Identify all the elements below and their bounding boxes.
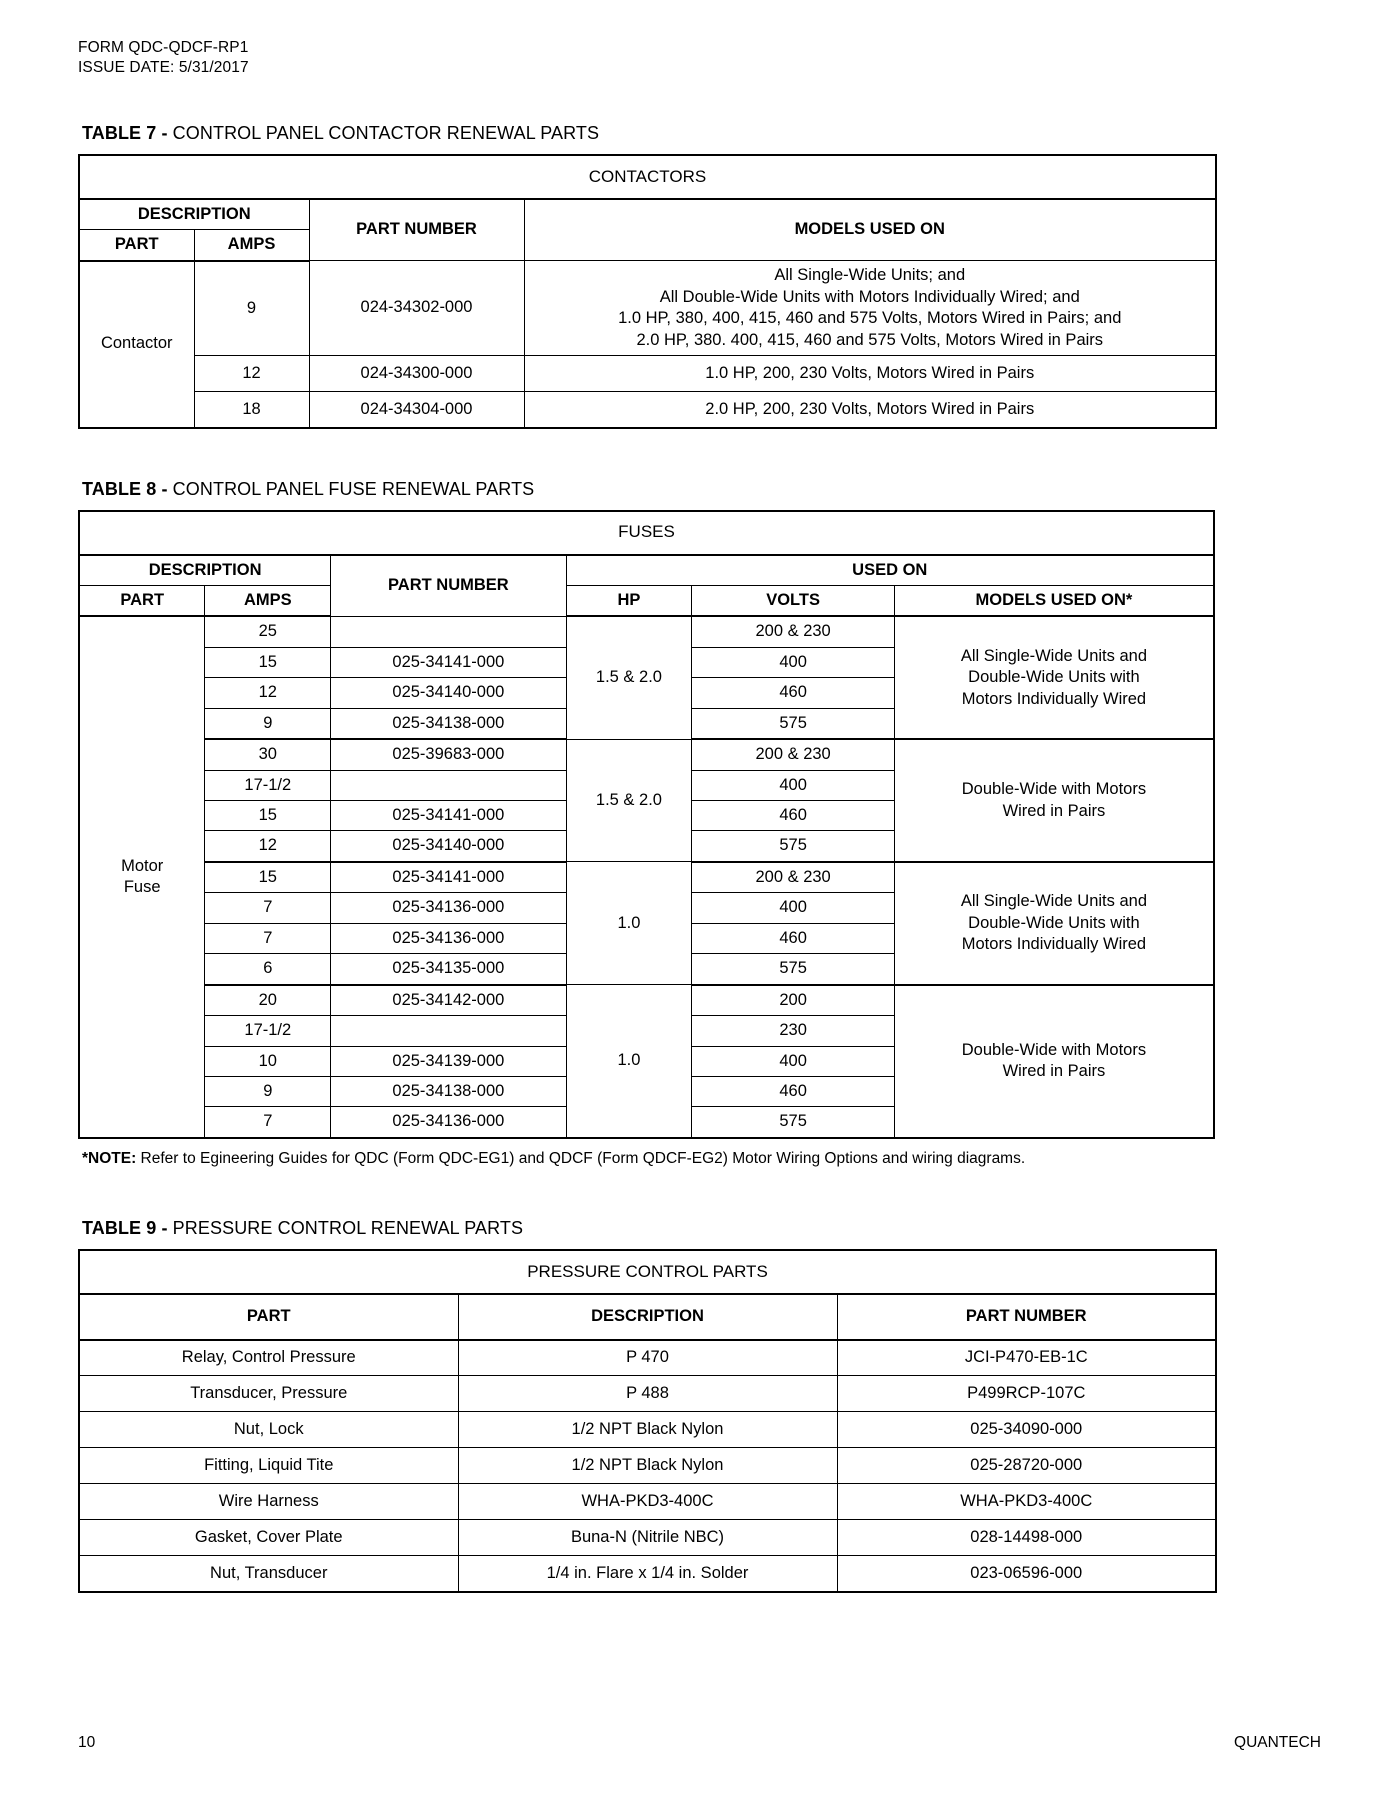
table8-part-number: [331, 616, 566, 647]
table8-part-number: 025-34140-000: [331, 678, 566, 708]
table8-header-models-used-on: MODELS USED ON*: [894, 585, 1214, 616]
table8-part-number: 025-34138-000: [331, 1076, 566, 1106]
table8-part-number: [331, 770, 566, 800]
table8-header-hp: HP: [566, 585, 692, 616]
table8-models-line: Wired in Pairs: [1002, 1062, 1106, 1081]
document-footer: [78, 1734, 1321, 1752]
table7-models: [524, 261, 1216, 356]
table9-description: 1/2 NPT Black Nylon: [458, 1412, 837, 1448]
table7-part-number: 024-34302-000: [309, 261, 524, 356]
table8-hp: 1.0: [566, 985, 692, 1138]
table7-header-models-used-on: MODELS USED ON: [524, 199, 1216, 261]
table9-caption-title: PRESSURE CONTROL RENEWAL PARTS: [172, 1217, 524, 1238]
table9-description: P 488: [458, 1376, 837, 1412]
table8-volts: 200 & 230: [692, 862, 894, 893]
table8-amps: 12: [205, 678, 331, 708]
table8-models-line: All Single-Wide Units and: [960, 892, 1147, 911]
table8-volts: 575: [692, 954, 894, 985]
table-row: [79, 392, 1216, 428]
table8-models-line: Double-Wide with Motors: [961, 780, 1147, 799]
table7-models-line: 1.0 HP, 380, 400, 415, 460 and 575 Volts, Motors Wired in Pairs; and: [618, 309, 1122, 328]
table9-description: 1/4 in. Flare x 1/4 in. Solder: [458, 1556, 837, 1592]
table8-volts: 460: [692, 678, 894, 708]
table8-note-text: Refer to Egineering Guides for QDC (Form QDC-EG1) and QDCF (Form QDCF-EG2) Motor Wiring Options and wiring diagrams.: [136, 1149, 1026, 1167]
table7-contactors: [78, 154, 1217, 429]
table7-banner: CONTACTORS: [79, 155, 1216, 199]
table9-caption-label: TABLE 9 -: [82, 1217, 173, 1238]
table-row: [79, 1376, 1216, 1412]
table8-part-number: 025-34136-000: [331, 1107, 566, 1138]
table-row: [79, 261, 1216, 356]
table9-part: Relay, Control Pressure: [79, 1340, 458, 1376]
table9-part: Gasket, Cover Plate: [79, 1520, 458, 1556]
table-row: [79, 1556, 1216, 1592]
table8-models-line: Wired in Pairs: [1002, 801, 1106, 820]
table8-amps: 25: [205, 616, 331, 647]
table8-models-line: Double-Wide Units with: [968, 913, 1140, 932]
table-row: [79, 985, 1214, 1016]
table7-models: 2.0 HP, 200, 230 Volts, Motors Wired in Pairs: [524, 392, 1216, 428]
table8-volts: 400: [692, 647, 894, 677]
table9-header-part: PART: [79, 1294, 458, 1340]
table8-amps: 15: [205, 862, 331, 893]
table7-part-number: 024-34304-000: [309, 392, 524, 428]
table8-header-used-on: USED ON: [566, 555, 1214, 586]
table8-part-number: 025-34135-000: [331, 954, 566, 985]
table8-volts: 200 & 230: [692, 739, 894, 770]
table8-amps: 17-1/2: [205, 770, 331, 800]
table9-caption: [82, 1218, 1321, 1239]
table7-models: 1.0 HP, 200, 230 Volts, Motors Wired in Pairs: [524, 356, 1216, 392]
table7-header-description: DESCRIPTION: [79, 199, 309, 230]
table7-part-number: 024-34300-000: [309, 356, 524, 392]
table7-header-part: PART: [79, 230, 194, 261]
table8-volts: 200: [692, 985, 894, 1016]
table9-part-number: P499RCP-107C: [837, 1376, 1216, 1412]
table8-models-line: Double-Wide with Motors: [961, 1040, 1147, 1059]
table8-volts: 400: [692, 1046, 894, 1076]
table8-amps: 7: [205, 923, 331, 953]
table8-volts: 200 & 230: [692, 616, 894, 647]
table8-amps: 9: [205, 1076, 331, 1106]
table8-hp: 1.5 & 2.0: [566, 616, 692, 739]
table8-volts: 400: [692, 770, 894, 800]
table8-volts: 575: [692, 831, 894, 862]
table7-models-line: All Single-Wide Units; and: [774, 266, 966, 285]
company-name: QUANTECH: [1234, 1734, 1321, 1751]
table8-caption-title: CONTROL PANEL FUSE RENEWAL PARTS: [172, 478, 535, 499]
form-number: FORM QDC-QDCF-RP1: [78, 39, 249, 56]
table9-part-number: WHA-PKD3-400C: [837, 1484, 1216, 1520]
table9-part-number: JCI-P470-EB-1C: [837, 1340, 1216, 1376]
table8-header-amps: AMPS: [205, 585, 331, 616]
table8-part-number: 025-34141-000: [331, 801, 566, 831]
table9-description: Buna-N (Nitrile NBC): [458, 1520, 837, 1556]
table8-note: [82, 1150, 1321, 1168]
table8-volts: 460: [692, 923, 894, 953]
table8-header-volts: VOLTS: [692, 585, 894, 616]
table8-part-label-line: Motor: [121, 856, 164, 875]
table8-header-description: DESCRIPTION: [79, 555, 331, 586]
table8-hp: 1.0: [566, 862, 692, 985]
table8-part-number: 025-34141-000: [331, 647, 566, 677]
table8-volts: 400: [692, 893, 894, 923]
table-row: [79, 616, 1214, 647]
table8-part-number: 025-34136-000: [331, 923, 566, 953]
table-row: [79, 1484, 1216, 1520]
table8-amps: 15: [205, 801, 331, 831]
table8-volts: 575: [692, 1107, 894, 1138]
table7-part-label: Contactor: [79, 261, 194, 428]
table8-banner: FUSES: [79, 511, 1214, 555]
table-row: [79, 1448, 1216, 1484]
table8-part-number: 025-34142-000: [331, 985, 566, 1016]
table8-header-part-number: PART NUMBER: [331, 555, 566, 617]
table7-caption-label: TABLE 7 -: [82, 122, 173, 143]
table-row: [79, 1340, 1216, 1376]
table8-volts: 460: [692, 1076, 894, 1106]
table9-part-number: 025-34090-000: [837, 1412, 1216, 1448]
table8-part-label-line: Fuse: [123, 878, 161, 897]
table8-models-line: Double-Wide Units with: [968, 668, 1140, 687]
table-row: [79, 1520, 1216, 1556]
table7-header-part-number: PART NUMBER: [309, 199, 524, 261]
table8-models-line: All Single-Wide Units and: [960, 646, 1147, 665]
table8-amps: 7: [205, 893, 331, 923]
table9-description: 1/2 NPT Black Nylon: [458, 1448, 837, 1484]
table9-description: P 470: [458, 1340, 837, 1376]
table8-caption: [82, 479, 1321, 500]
table9-header-description: DESCRIPTION: [458, 1294, 837, 1340]
table7-header-amps: AMPS: [194, 230, 309, 261]
table7-caption: [82, 123, 1321, 144]
table8-volts: 460: [692, 801, 894, 831]
table7-amps: 12: [194, 356, 309, 392]
table8-fuses: [78, 510, 1215, 1139]
table8-part-number: 025-34141-000: [331, 862, 566, 893]
table8-part-number: [331, 1016, 566, 1046]
table8-models-line: Motors Individually Wired: [961, 689, 1147, 708]
table8-part-number: 025-34138-000: [331, 708, 566, 739]
table8-amps: 12: [205, 831, 331, 862]
table-row: [79, 1412, 1216, 1448]
table9-part-number: 023-06596-000: [837, 1556, 1216, 1592]
document-header: [78, 38, 1321, 79]
table8-hp: 1.5 & 2.0: [566, 739, 692, 862]
table8-caption-label: TABLE 8 -: [82, 478, 173, 499]
table8-amps: 10: [205, 1046, 331, 1076]
table8-part-number: 025-34139-000: [331, 1046, 566, 1076]
table8-amps: 6: [205, 954, 331, 985]
table9-part: Nut, Transducer: [79, 1556, 458, 1592]
table8-amps: 17-1/2: [205, 1016, 331, 1046]
table7-models-line: All Double-Wide Units with Motors Individually Wired; and: [659, 287, 1080, 306]
table8-volts: 230: [692, 1016, 894, 1046]
table8-part-number: 025-34140-000: [331, 831, 566, 862]
table9-description: WHA-PKD3-400C: [458, 1484, 837, 1520]
table8-amps: 20: [205, 985, 331, 1016]
table7-amps: 9: [194, 261, 309, 356]
table7-models-line: 2.0 HP, 380. 400, 415, 460 and 575 Volts, Motors Wired in Pairs: [636, 330, 1104, 349]
table9-part: Fitting, Liquid Tite: [79, 1448, 458, 1484]
table7-caption-title: CONTROL PANEL CONTACTOR RENEWAL PARTS: [172, 122, 600, 143]
table9-pressure-control: [78, 1249, 1217, 1593]
table8-volts: 575: [692, 708, 894, 739]
table8-amps: 7: [205, 1107, 331, 1138]
table8-models: [894, 862, 1214, 985]
issue-date: ISSUE DATE: 5/31/2017: [78, 59, 249, 77]
table8-note-label: *NOTE:: [82, 1149, 137, 1167]
table-row: [79, 739, 1214, 770]
table8-amps: 30: [205, 739, 331, 770]
table9-header-part-number: PART NUMBER: [837, 1294, 1216, 1340]
table-row: [79, 356, 1216, 392]
table9-part-number: 025-28720-000: [837, 1448, 1216, 1484]
table8-part-number: 025-34136-000: [331, 893, 566, 923]
page-number: 10: [78, 1734, 96, 1751]
table9-part-number: 028-14498-000: [837, 1520, 1216, 1556]
table9-banner: PRESSURE CONTROL PARTS: [79, 1250, 1216, 1294]
table8-models: [894, 616, 1214, 739]
table-row: [79, 862, 1214, 893]
table8-amps: 15: [205, 647, 331, 677]
table8-part-number: 025-39683-000: [331, 739, 566, 770]
table9-part: Wire Harness: [79, 1484, 458, 1520]
table9-part: Nut, Lock: [79, 1412, 458, 1448]
table7-amps: 18: [194, 392, 309, 428]
table8-models-line: Motors Individually Wired: [961, 935, 1147, 953]
table8-part-label: [79, 616, 205, 1137]
table8-amps: 9: [205, 708, 331, 739]
table8-models: [894, 985, 1214, 1138]
table8-models: [894, 739, 1214, 862]
table8-header-part: PART: [79, 585, 205, 616]
table9-part: Transducer, Pressure: [79, 1376, 458, 1412]
